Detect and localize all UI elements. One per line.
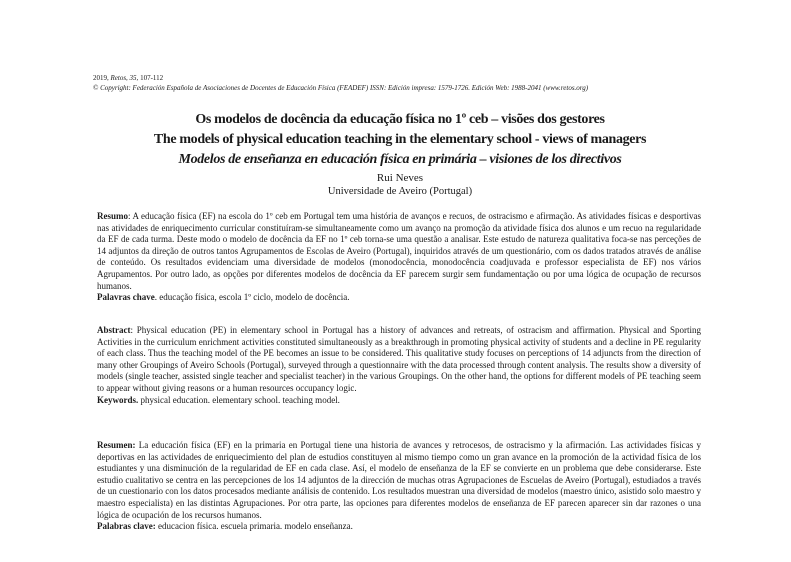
title-block bbox=[90, 110, 710, 199]
citation-year: 2019, bbox=[93, 74, 111, 82]
abstract-body: : Physical education (PE) in elementary school in Portugal has a history of advances and retreats, of ostracism and affirmation. Physical and Sporting Activities in the curriculum enrichment activities constituted simultaneously as a breakthrough in promoting physical activity of students and a decline in PE regularity of each class. Thus the teaching model of the PE becomes an issue to be considered. This qualitative study focuses on perceptions of 14 adjuncts from the direction of many other Groupings of Aveiro Schools (Portugal), surveyed through a questionnaire with the data processed through content analysis. The results show a diversity of models (single teacher, assisted single teacher and specialist teacher) in the various Groupings. On the other hand, the options for different models of PE teaching seem to appear without giving reasons or a human resources occupancy logic. bbox=[97, 325, 701, 393]
abstract-english bbox=[97, 325, 701, 406]
journal-header bbox=[93, 73, 713, 93]
citation-line bbox=[93, 73, 713, 83]
keywords-english bbox=[97, 395, 701, 407]
abstract-spanish bbox=[97, 440, 701, 533]
citation-pages: 107-112 bbox=[138, 74, 164, 82]
palabras-clave-label: Palabras clave: bbox=[97, 521, 156, 532]
keywords-label: Keywords. bbox=[97, 394, 139, 405]
keywords-spanish bbox=[97, 521, 701, 533]
keywords-text: physical education. elementary school. teaching model. bbox=[138, 394, 340, 405]
resumen-body: La educación física (EF) en la primaria en Portugal tiene una historia de avances y retrocesos, de ostracismo y la afirmación. Las actividades físicas y deportivas en las actividades de enriquecimiento del plan de estudios constituyen al mismo tiempo como un gran avance en la promoción de la actividad física de los estudiantes y una disminución de la regularidad de EF en cada clase. Así, el modelo de enseñanza de la EF se convierte en un problema que debe considerarse. Este estudio cualitativo se centra en las percepciones de los 14 adjuntos de la dirección de muchas otras Agrupaciones de Escuelas de Aveiro (Portugal), estudiados a través de un cuestionario con los datos procesados mediante análisis de contenido. Los resultados muestran una diversidad de modelos (maestro único, asistido solo maestro y maestro especialista) en las distintas Agrupaciones. Por otra parte, las opciones para diferentes modelos de enseñanza de EF parecen aparecer sin dar razones o una lógica de ocupación de los recursos humanos. bbox=[97, 440, 701, 520]
title-portuguese: Os modelos de docência da educação física no 1º ceb – visões dos gestores bbox=[195, 112, 605, 127]
title-spanish: Modelos de enseñanza en educación física en primária – visiones de los directivos bbox=[178, 152, 622, 167]
resumo-label: Resumo bbox=[97, 211, 128, 221]
abstract-label: Abstract bbox=[97, 325, 131, 335]
author-name: Rui Neves bbox=[376, 172, 424, 184]
citation-journal: Retos, 35, bbox=[110, 74, 139, 82]
title-english: The models of physical education teaching in the elementary school - views of managers bbox=[153, 132, 647, 147]
palabras-clave-text: educacion física. escuela primaria. modelo enseñanza. bbox=[155, 521, 353, 532]
abstract-portuguese-text bbox=[97, 211, 701, 292]
abstract-spanish-text bbox=[97, 440, 701, 521]
resumen-label: Resumen: bbox=[97, 440, 136, 450]
abstract-english-text bbox=[97, 325, 701, 395]
keywords-portuguese bbox=[97, 292, 701, 304]
palavras-chave-text: . educação física, escola 1º ciclo, modelo de docência. bbox=[154, 292, 350, 303]
resumo-body: : A educação física (EF) na escola do 1º ceb em Portugal tem uma história de avanços e recuos, de ostracismo e afirmação. As atividades físicas e desportivas nas atividades de enriquecimento curricular constituíram-se simultaneamente como um avanço na promoção da atividade física dos alunos e um recuo na regularidade da EF de cada turma. Deste modo o modelo de docência da EF no 1º ceb torna-se uma questão a analisar. Este estudo de natureza qualitativa foca-se nas perceções de 14 adjuntos da direção de outros tantos Agrupamentos de Escolas de Aveiro (Portugal), inquiridos através de um questionário, com os dados tratados através de análise de conteúdo. Os resultados evidenciam uma diversidade de modelos (monodocência, monodocência coadjuvada e professor especialista de EF) nos vários Agrupamentos. Por outro lado, as opções por diferentes modelos de docência da EF parecem surgir sem fundamentação ou por uma lógica de ocupação de recursos humanos. bbox=[97, 211, 701, 291]
abstract-portuguese bbox=[97, 211, 701, 304]
palavras-chave-label: Palavras chave bbox=[97, 292, 155, 303]
author-affiliation: Universidade de Aveiro (Portugal) bbox=[327, 186, 473, 197]
copyright-line: © Copyright: Federación Española de Asociaciones de Docentes de Educación Física (FEADEF) ISSN: Edición impresa: 1579-1726. Edición Web: 1988-2041 (www.retos.org) bbox=[93, 84, 589, 92]
